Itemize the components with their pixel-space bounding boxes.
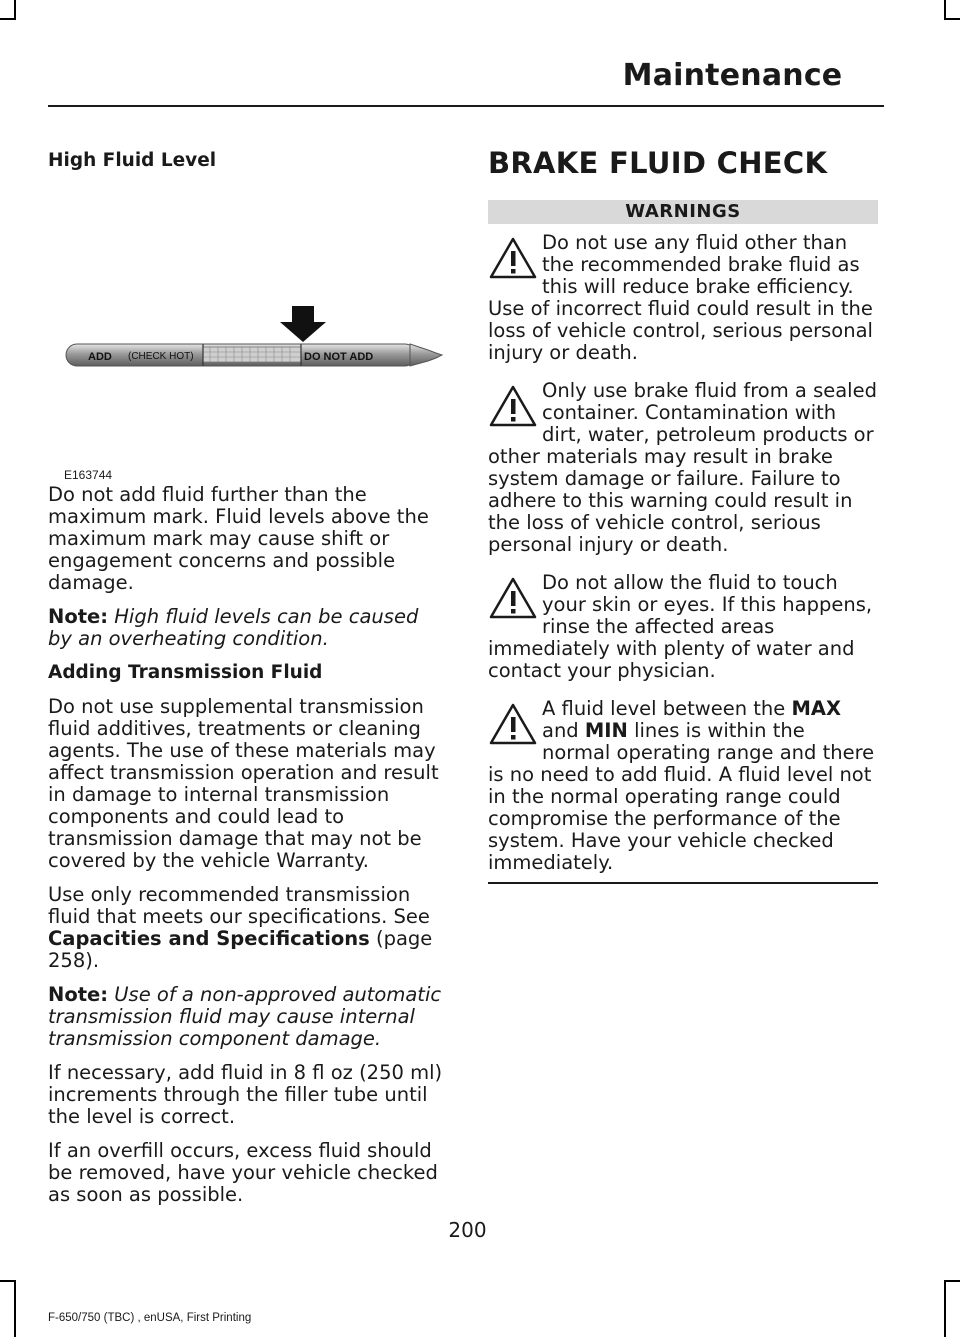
paragraph: Do not use supplemental transmission fluid additives, treatments or cleaning agents. The use of these materials may affect transmission operation and result in damage to internal transmission components and could lead to transmission damage that may not be covered by the vehicle Warranty. [48, 695, 439, 872]
crop-mark [14, 0, 16, 18]
page-number: 200 [448, 1218, 487, 1242]
crop-mark [0, 1280, 16, 1282]
note [48, 606, 448, 650]
paragraph: If necessary, add fluid in 8 fl oz (250 ml) increments through the filler tube until the level is correct. [48, 1061, 443, 1128]
text-run: lines is within the normal operating range and there is no need to add fluid. A fluid level not in the normal operating range could compromise the performance of the system. Have your vehicle checked immediately. [488, 719, 875, 874]
warning-item [488, 232, 878, 364]
warnings-title: WARNINGS [488, 200, 878, 224]
check-hot-label: (CHECK HOT) [128, 351, 194, 362]
page-header [0, 58, 935, 93]
text-run: and [542, 719, 585, 742]
crop-mark [14, 1280, 16, 1337]
dipstick-figure [48, 172, 448, 482]
paragraph: If an overfill occurs, excess fluid should be removed, have your vehicle checked as soon as possible. [48, 1139, 438, 1206]
crop-mark [944, 1280, 960, 1282]
header-rule [48, 105, 884, 107]
note-text: Use of a non-approved automatic transmission fluid may cause internal transmission component damage. [48, 983, 442, 1050]
warning-text [488, 698, 878, 874]
note-text: High fluid levels can be caused by an overheating condition. [48, 605, 419, 650]
text-run: (page 258). [48, 927, 433, 972]
figure-code: E163744 [64, 468, 113, 482]
warning-text: Only use brake fluid from a sealed container. Contamination with dirt, water, petroleum products or other materials may result in brake system damage or failure. Failure to adhere to this warning could result in the loss of vehicle control, serious personal injury or death. [488, 379, 877, 556]
warning-text: Do not use any fluid other than the recommended brake fluid as this will reduce brake efficiency. Use of incorrect fluid could result in the loss of vehicle control, serious personal injury or death. [488, 231, 873, 364]
warning-item [488, 380, 878, 556]
warning-triangle-icon [488, 576, 538, 620]
left-column [48, 140, 448, 1218]
warning-text: Do not allow the fluid to touch your skin or eyes. If this happens, rinse the affected areas immediately with plenty of water and contact your physician. [488, 571, 873, 682]
cross-reference-link[interactable]: Capacities and Specifications [48, 927, 370, 950]
warning-triangle-icon [488, 384, 538, 428]
section-title: BRAKE FLUID CHECK [488, 146, 828, 180]
min-label: MIN [584, 719, 628, 742]
text-run: A fluid level between the [542, 697, 792, 720]
crop-mark [944, 1280, 946, 1337]
warning-triangle-icon [488, 702, 538, 746]
do-not-add-mark-label: DO NOT ADD [304, 351, 374, 363]
paragraph [48, 884, 448, 972]
add-mark-label: ADD [88, 351, 112, 363]
max-label: MAX [791, 697, 841, 720]
crop-mark [944, 0, 946, 18]
note [48, 984, 448, 1050]
note-label: Note: [48, 605, 109, 628]
dipstick-illustration [48, 172, 448, 454]
right-column [488, 140, 878, 900]
warnings-end-rule [488, 882, 878, 884]
subhead-high-fluid-level: High Fluid Level [48, 150, 217, 171]
header-title: Maintenance [622, 58, 843, 93]
subhead-adding-transmission-fluid: Adding Transmission Fluid [48, 662, 323, 683]
crop-mark [0, 18, 16, 20]
note-label: Note: [48, 983, 109, 1006]
warning-triangle-icon [488, 236, 538, 280]
text-run: Use only recommended transmission fluid that meets our specifications. See [48, 883, 430, 928]
warning-item [488, 698, 878, 884]
warning-item [488, 572, 878, 682]
crop-mark [944, 18, 960, 20]
footer-text: F-650/750 (TBC) , enUSA, First Printing [48, 1312, 252, 1324]
paragraph: Do not add fluid further than the maximum mark. Fluid levels above the maximum mark may cause shift or engagement concerns and possible damage. [48, 483, 429, 594]
